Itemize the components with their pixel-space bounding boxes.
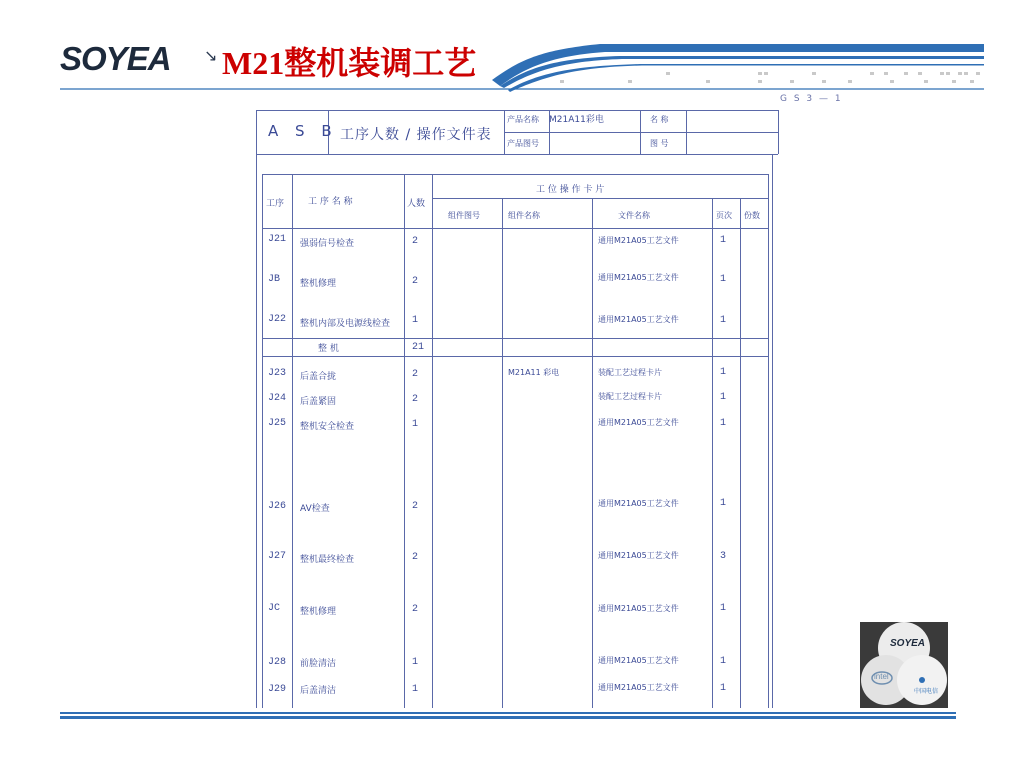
- row-code: J29: [268, 684, 287, 695]
- row-name: AV检查: [300, 504, 330, 514]
- row-file: 通用M21A05工艺文件: [598, 273, 679, 282]
- drawing-label: 图 号: [650, 139, 669, 148]
- thumb-brand: SOYEA: [890, 638, 926, 649]
- row-file: 装配工艺过程卡片: [598, 392, 662, 401]
- row-page: 1: [720, 235, 727, 246]
- product-drawing-label: 产品图号: [507, 139, 539, 148]
- row-file: 通用M21A05工艺文件: [598, 656, 679, 665]
- row-file: 通用M21A05工艺文件: [598, 551, 679, 560]
- row-file: 通用M21A05工艺文件: [598, 236, 679, 245]
- row-page: 1: [720, 392, 727, 403]
- row-name: 整机最终检查: [300, 555, 355, 565]
- header-station-card: 工 位 操 作 卡 片: [536, 185, 605, 195]
- header-people: 人数: [407, 199, 426, 209]
- row-name: 整机内部及电源线检查: [300, 319, 391, 329]
- row-file: 通用M21A05工艺文件: [598, 604, 679, 613]
- thumb-intel: intel: [874, 672, 889, 681]
- row-name: 后盖清洁: [300, 686, 337, 696]
- row-count: 1: [412, 684, 419, 695]
- header-process-no: 工序: [266, 199, 285, 209]
- partner-logos-image: [860, 622, 948, 708]
- row-name: 强弱信号检查: [300, 239, 355, 249]
- row-name: 后盖合拢: [300, 372, 337, 382]
- soyea-logo: SOYEA: [60, 40, 171, 77]
- row-count: 2: [412, 276, 419, 287]
- row-file: 通用M21A05工艺文件: [598, 683, 679, 692]
- row-code: J23: [268, 368, 287, 379]
- row-count: 2: [412, 369, 419, 380]
- header-copies: 份数: [744, 211, 760, 220]
- header-pages: 页次: [716, 211, 732, 220]
- row-page: 1: [720, 683, 727, 694]
- row-page: 3: [720, 551, 727, 562]
- row-file: 通用M21A05工艺文件: [598, 418, 679, 427]
- slide-title: M21整机装调工艺: [222, 45, 477, 81]
- scanned-process-sheet: [256, 94, 843, 708]
- row-name: 整机安全检查: [300, 422, 355, 432]
- row-code: J27: [268, 551, 287, 562]
- product-name-value: M21A11彩电: [549, 115, 604, 125]
- row-count: 2: [412, 604, 419, 615]
- row-name: 前脸清洁: [300, 659, 337, 669]
- row-code: J26: [268, 501, 287, 512]
- row-code: J22: [268, 314, 287, 325]
- row-count: 2: [412, 552, 419, 563]
- row-assembly: M21A11 彩电: [508, 368, 560, 377]
- row-file: 通用M21A05工艺文件: [598, 499, 679, 508]
- thumb-telecom: 中国电信: [914, 688, 939, 695]
- row-count: 2: [412, 236, 419, 247]
- row-page: 1: [720, 274, 727, 285]
- document-code: G S 3 — 1: [780, 94, 843, 104]
- row-code: J21: [268, 234, 287, 245]
- row-count: 2: [412, 501, 419, 512]
- row-page: 1: [720, 315, 727, 326]
- row-count: 1: [412, 657, 419, 668]
- row-name: 后盖紧固: [300, 397, 337, 407]
- footer-rule: [60, 712, 956, 722]
- header-assembly-drawing: 组件图号: [448, 211, 480, 220]
- row-code: J25: [268, 418, 287, 429]
- row-code: JC: [268, 603, 281, 614]
- header-process-name: 工 序 名 称: [308, 197, 353, 207]
- row-name: 整机修理: [300, 607, 337, 617]
- row-count: 1: [412, 419, 419, 430]
- form-title-left: A S B: [268, 122, 338, 140]
- row-page: 1: [720, 603, 727, 614]
- row-count: 2: [412, 394, 419, 405]
- row-page: 1: [720, 367, 727, 378]
- row-file: 通用M21A05工艺文件: [598, 315, 679, 324]
- form-title: 工序人数 / 操作文件表: [340, 127, 492, 143]
- header-file-name: 文件名称: [618, 211, 650, 220]
- name-label: 名 称: [650, 115, 669, 124]
- row-page: 1: [720, 418, 727, 429]
- row-page: 1: [720, 498, 727, 509]
- row-file: 装配工艺过程卡片: [598, 368, 662, 377]
- row-name: 整 机: [318, 344, 339, 354]
- row-page: 1: [720, 656, 727, 667]
- row-code: J24: [268, 393, 287, 404]
- row-count: 1: [412, 315, 419, 326]
- row-name: 整机修理: [300, 279, 337, 289]
- row-code: JB: [268, 274, 281, 285]
- row-code: J28: [268, 657, 287, 668]
- header-assembly-name: 组件名称: [508, 211, 540, 220]
- product-name-label: 产品名称: [507, 115, 539, 124]
- logo-arrow-icon: ↘: [204, 46, 218, 65]
- row-count: 21: [412, 342, 425, 353]
